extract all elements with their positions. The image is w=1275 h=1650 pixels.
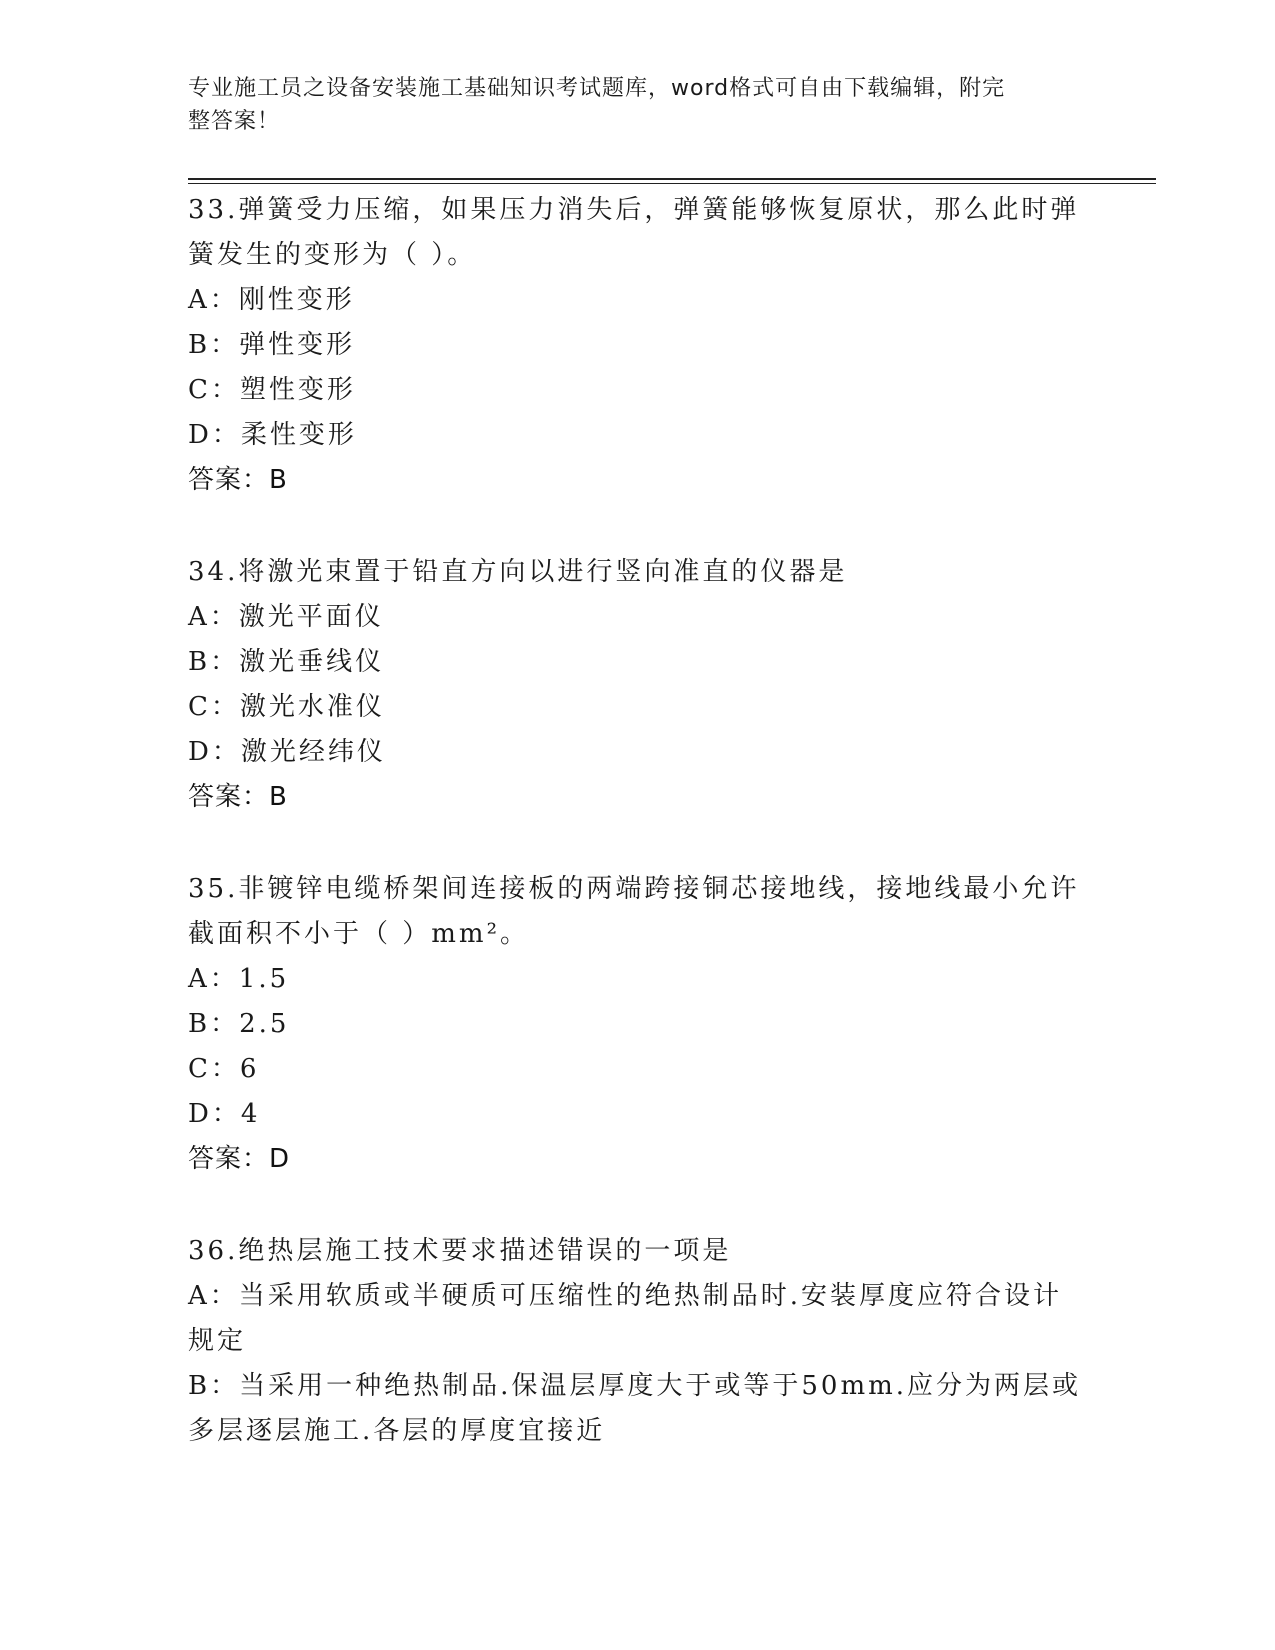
question-36 (188, 1229, 1088, 1454)
header-divider-thick (188, 178, 1156, 180)
question-stem: 33.弹簧受力压缩，如果压力消失后，弹簧能够恢复原状，那么此时弹簧发生的变形为（ ）。 (188, 195, 1080, 270)
question-stem: 35.非镀锌电缆桥架间连接板的两端跨接铜芯接地线，接地线最小允许截面积不小于（ ）mm²。 (188, 874, 1080, 949)
option-d: D：4 (188, 1099, 261, 1129)
answer-line: 答案：D (188, 1144, 291, 1174)
option-c: C：激光水准仪 (188, 692, 385, 722)
header-divider-thin (188, 183, 1156, 184)
question-spacer (188, 820, 1088, 867)
question-spacer (188, 503, 1088, 550)
question-34 (188, 550, 1088, 820)
option-a: A：当采用软质或半硬质可压缩性的绝热制品时.安装厚度应符合设计规定 (188, 1281, 1063, 1356)
option-b: B：2.5 (188, 1009, 290, 1039)
question-33 (188, 188, 1088, 503)
option-b: B：当采用一种绝热制品.保温层厚度大于或等于50mm.应分为两层或多层逐层施工.各层的厚度宜接近 (188, 1371, 1082, 1446)
question-35 (188, 867, 1088, 1182)
option-c: C：塑性变形 (188, 375, 356, 405)
option-d: D：激光经纬仪 (188, 737, 386, 767)
option-d: D：柔性变形 (188, 420, 357, 450)
answer-line: 答案：B (188, 782, 288, 812)
question-spacer (188, 1182, 1088, 1229)
option-a: A：刚性变形 (188, 285, 355, 315)
answer-line: 答案：B (188, 465, 288, 495)
document-header (188, 72, 1068, 138)
question-stem: 34.将激光束置于铅直方向以进行竖向准直的仪器是 (188, 557, 848, 587)
question-stem: 36.绝热层施工技术要求描述错误的一项是 (188, 1236, 732, 1266)
header-line-2: 整答案！ (188, 109, 281, 134)
option-a: A：1.5 (188, 964, 290, 994)
option-b: B：弹性变形 (188, 330, 356, 360)
question-list (188, 188, 1088, 1454)
option-c: C：6 (188, 1054, 260, 1084)
option-b: B：激光垂线仪 (188, 647, 385, 677)
option-a: A：激光平面仪 (188, 602, 384, 632)
header-line-1: 专业施工员之设备安装施工基础知识考试题库，word格式可自由下载编辑，附完 (188, 76, 1006, 101)
